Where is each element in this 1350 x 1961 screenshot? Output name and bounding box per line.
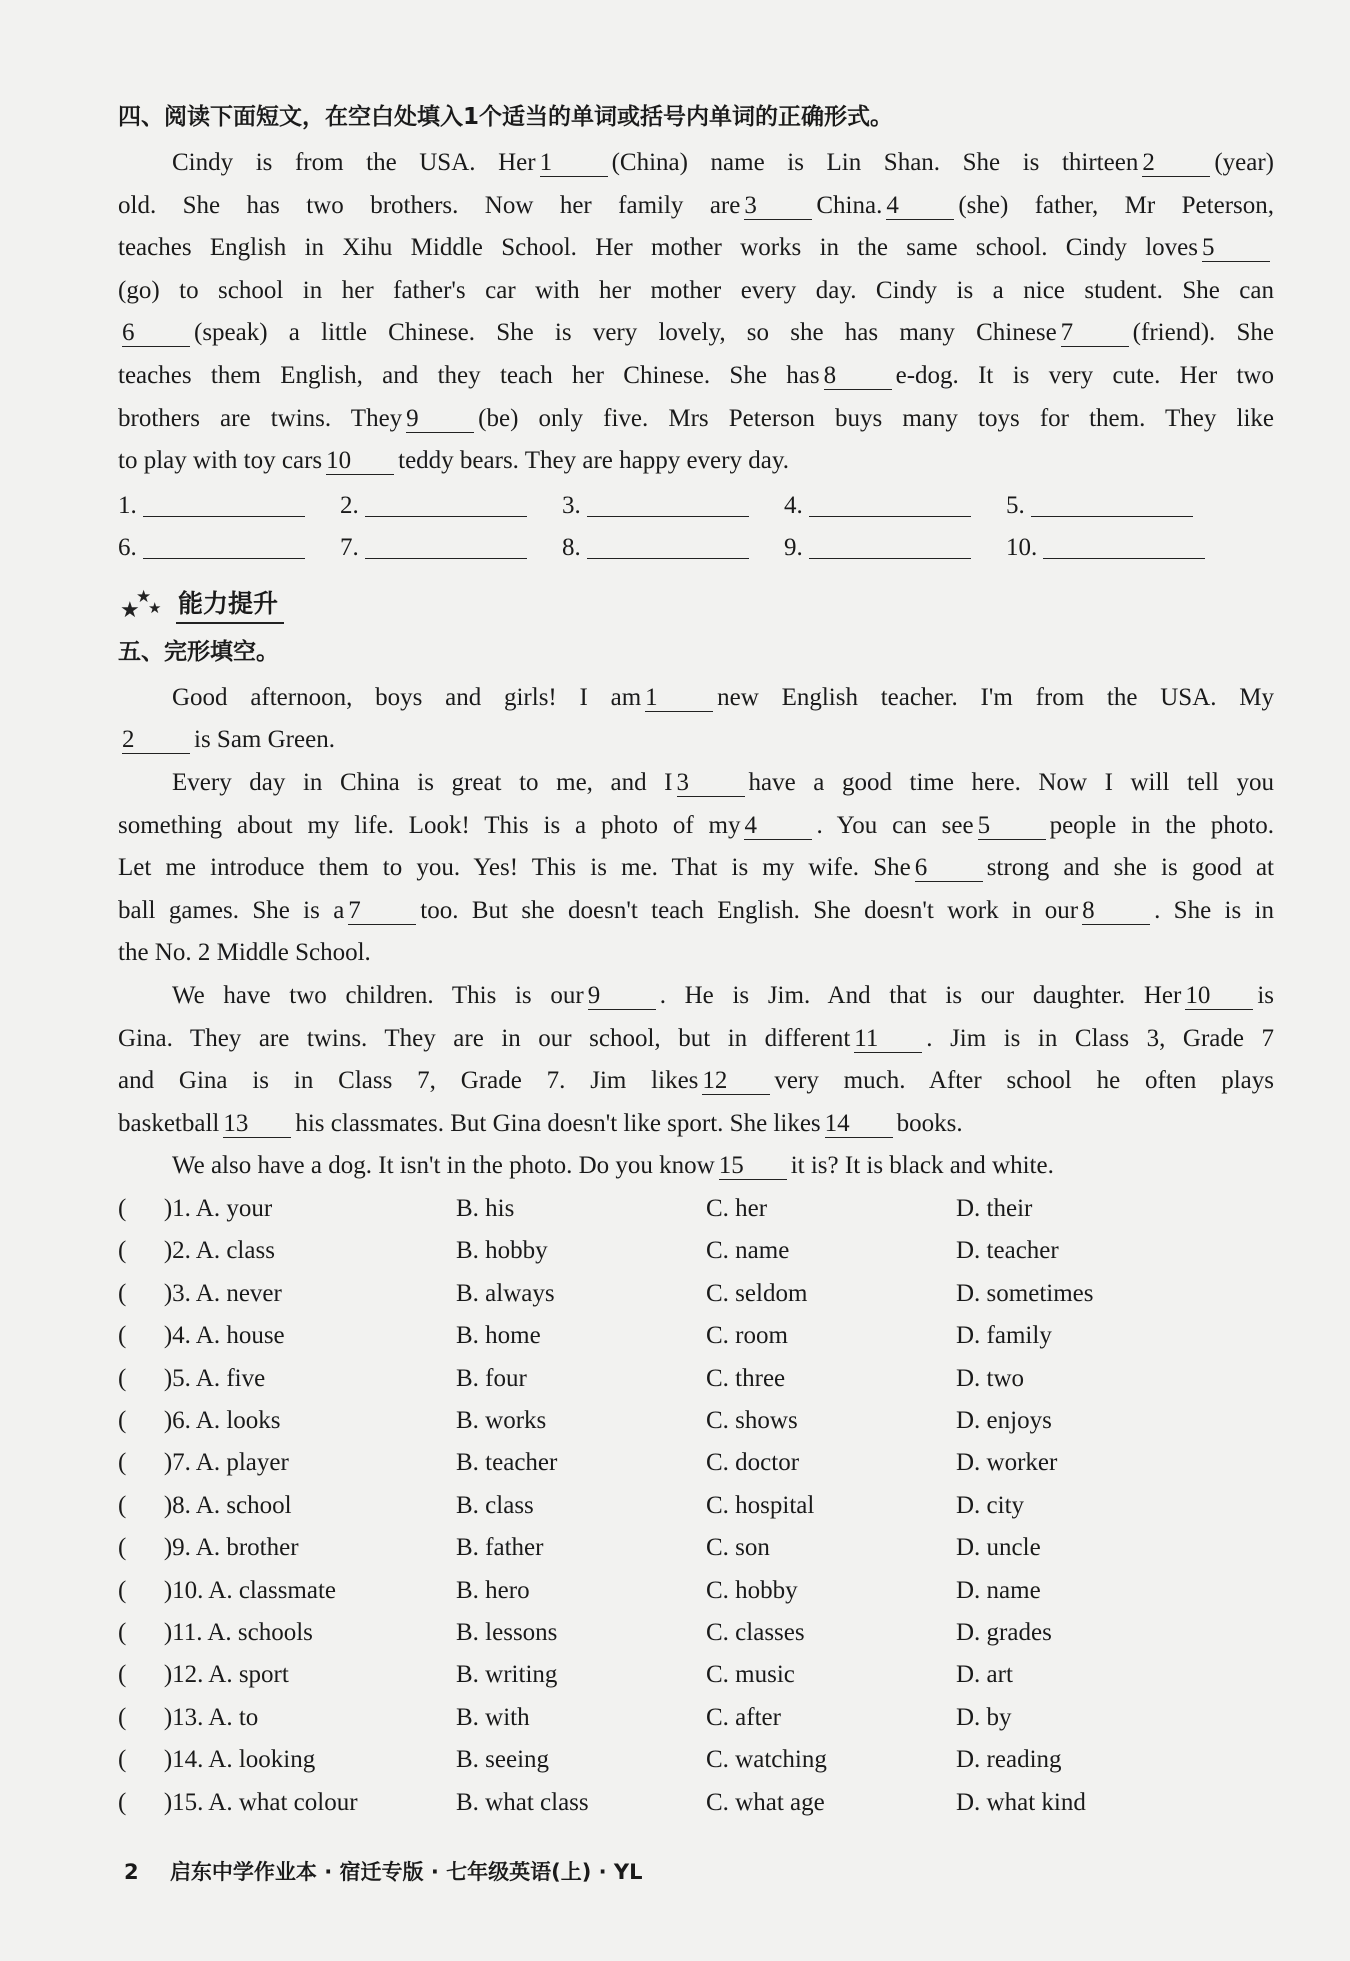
answer-parenthesis[interactable]: ( ) (118, 1661, 173, 1689)
answer-parenthesis[interactable]: ( ) (118, 1194, 173, 1222)
answer-label: 4. (784, 491, 803, 519)
answer-parenthesis[interactable]: ( ) (118, 1576, 173, 1604)
answer-parenthesis[interactable]: ( ) (118, 1703, 173, 1731)
passage-text: teaches them English, and they teach her Chinese. She has (118, 361, 820, 389)
blank-number: 2 (122, 727, 190, 754)
choice-question[interactable] (118, 1485, 456, 1527)
option-c: C. son (706, 1534, 770, 1562)
page-number: 2 (124, 1860, 139, 1884)
answer-line-item (1006, 485, 1228, 527)
option-a: A. looking (203, 1746, 316, 1774)
answer-line-item (1006, 527, 1228, 569)
choice-question[interactable] (118, 1782, 456, 1824)
option-a: A. school (190, 1491, 292, 1519)
question-number: 14. (172, 1746, 204, 1774)
answer-label: 6. (118, 533, 137, 561)
passage-text: (go) to school in her father's car with her mother every day. Cindy is a nice student. She can (118, 276, 1274, 304)
blank-number: 6 (122, 320, 190, 347)
option-c: C. her (706, 1194, 768, 1222)
blank-number: 4 (744, 813, 812, 840)
choice-question[interactable] (118, 1654, 456, 1696)
option-b: B. father (456, 1534, 544, 1562)
choice-question[interactable] (118, 1400, 456, 1442)
answer-blank[interactable] (587, 486, 749, 517)
question-number: 11. (172, 1618, 203, 1646)
answer-parenthesis[interactable]: ( ) (118, 1322, 173, 1350)
passage-text: (be) only five. Mrs Peterson buys many toys for them. They like (478, 404, 1274, 432)
option-b: B. what class (456, 1788, 589, 1816)
passage-text: people in the photo. (1049, 811, 1274, 839)
answer-line-item (340, 485, 562, 527)
option-b: B. his (456, 1194, 515, 1222)
blank-number: 1 (645, 685, 713, 712)
blank-number: 10 (1185, 983, 1253, 1010)
passage-line (118, 312, 1274, 355)
blank-number: 13 (223, 1111, 291, 1138)
option-b: B. lessons (456, 1618, 558, 1646)
book-title: 启东中学作业本 · 宿迁专版 · 七年级英语(上) · YL (169, 1860, 643, 1884)
answer-label: 8. (562, 533, 581, 561)
option-b: B. four (456, 1364, 527, 1392)
passage-line (118, 270, 1274, 313)
passage-text: (China) name is Lin Shan. She is thirteen (611, 149, 1139, 176)
passage-text: (she) father, Mr Peterson, (958, 191, 1274, 219)
choice-row (118, 1697, 1274, 1739)
passage-text: and Gina is in Class 7, Grade 7. Jim likes (118, 1067, 699, 1095)
option-d: D. two (956, 1364, 1025, 1392)
passage-line (118, 1103, 1274, 1146)
option-b: B. teacher (456, 1449, 558, 1477)
answer-line-item (562, 527, 784, 569)
blank-number: 14 (825, 1111, 893, 1138)
passage-text: is (1257, 981, 1274, 1009)
passage-line (118, 142, 1274, 185)
blank-number: 7 (1061, 320, 1129, 347)
choice-row (118, 1358, 1274, 1400)
choice-row (118, 1612, 1274, 1654)
question-number: 1. (172, 1194, 191, 1222)
answer-blank[interactable] (809, 528, 971, 559)
question-number: 10. (172, 1576, 204, 1604)
option-b: B. hobby (456, 1237, 548, 1265)
option-c: C. doctor (706, 1449, 800, 1477)
answer-line-item (784, 527, 1006, 569)
passage-text: . He is Jim. And that is our daughter. Her (659, 981, 1182, 1009)
passage-line (118, 227, 1274, 270)
ability-title: 能力提升 (176, 584, 284, 624)
option-d: D. worker (956, 1449, 1058, 1477)
answer-line-item (784, 485, 1006, 527)
choice-question[interactable] (118, 1697, 456, 1739)
option-c: C. what age (706, 1788, 825, 1816)
passage-text: Good afternoon, boys and girls! I am (172, 683, 642, 711)
option-c: C. room (706, 1322, 788, 1350)
answer-line-item (118, 527, 340, 569)
answer-label: 5. (1006, 491, 1025, 519)
option-d: D. art (956, 1661, 1013, 1689)
answer-parenthesis[interactable]: ( ) (118, 1534, 173, 1562)
answer-label: 7. (340, 533, 359, 561)
blank-number: 9 (406, 406, 474, 433)
blank-number: 3 (677, 770, 745, 797)
answer-parenthesis[interactable]: ( ) (118, 1364, 173, 1392)
passage-text: basketball (118, 1109, 220, 1137)
passage-text: Let me introduce them to you. Yes! This is me. That is my wife. She (118, 854, 911, 882)
section5-heading: 五、完形填空。 (118, 638, 279, 665)
question-number: 5. (172, 1364, 191, 1392)
question-number: 6. (172, 1406, 191, 1434)
option-a: A. five (190, 1364, 266, 1392)
answer-line-item (340, 527, 562, 569)
passage-text: . She is in (1154, 896, 1274, 924)
passage-line (118, 1018, 1274, 1061)
section4-answer-lines (118, 485, 1274, 569)
option-a: A. brother (190, 1534, 299, 1562)
passage-line (118, 890, 1274, 933)
question-number: 7. (172, 1449, 191, 1477)
blank-number: 5 (1202, 235, 1270, 262)
question-number: 13. (172, 1703, 204, 1731)
choice-row (118, 1230, 1274, 1272)
passage-line (118, 805, 1274, 848)
passage-text: too. But she doesn't teach English. She doesn't work in our (420, 896, 1079, 924)
question-number: 9. (172, 1534, 191, 1562)
choice-question[interactable] (118, 1739, 456, 1781)
option-a: A. classmate (203, 1576, 337, 1604)
passage-text: the No. 2 Middle School. (118, 939, 371, 967)
question-number: 2. (172, 1237, 191, 1265)
passage-text: teddy bears. They are happy every day. (398, 447, 789, 475)
stars-icon: ★ ★ ★ (120, 586, 162, 622)
answer-parenthesis[interactable]: ( ) (118, 1788, 173, 1816)
answer-blank[interactable] (1043, 528, 1205, 559)
passage-text: Cindy is from the USA. Her (172, 149, 536, 176)
option-b: B. always (456, 1279, 555, 1307)
choice-row (118, 1315, 1274, 1357)
choice-row (118, 1273, 1274, 1315)
blank-number: 11 (854, 1026, 922, 1053)
passage-line (118, 975, 1274, 1018)
passage-text: his classmates. But Gina doesn't like sport. She likes (295, 1109, 821, 1137)
passage-text: ball games. She is a (118, 896, 345, 924)
option-d: D. enjoys (956, 1406, 1052, 1434)
passage-line (118, 719, 1274, 762)
blank-number: 9 (588, 983, 656, 1010)
answer-line-item (118, 485, 340, 527)
choice-question[interactable] (118, 1570, 456, 1612)
passage-text: something about my life. Look! This is a photo of my (118, 811, 741, 839)
answer-label: 10. (1006, 533, 1038, 561)
question-number: 8. (172, 1491, 191, 1519)
passage-line (118, 932, 1274, 975)
blank-number: 3 (744, 193, 812, 220)
option-d: D. name (956, 1576, 1041, 1604)
section4-passage (118, 142, 1274, 483)
answer-parenthesis[interactable]: ( ) (118, 1237, 173, 1265)
passage-line (118, 355, 1274, 398)
option-d: D. grades (956, 1618, 1052, 1646)
option-c: C. hobby (706, 1576, 798, 1604)
choice-row (118, 1570, 1274, 1612)
option-a: A. sport (203, 1661, 289, 1689)
option-b: B. class (456, 1491, 534, 1519)
option-a: A. looks (190, 1406, 281, 1434)
choice-row (118, 1400, 1274, 1442)
blank-number: 2 (1142, 150, 1210, 177)
option-d: D. family (956, 1322, 1052, 1350)
passage-text: . You can see (816, 811, 974, 839)
answer-blank[interactable] (365, 528, 527, 559)
option-b: B. with (456, 1703, 530, 1731)
passage-line (118, 440, 1274, 483)
passage-text: new English teacher. I'm from the USA. My (717, 683, 1274, 711)
passage-text: Gina. They are twins. They are in our school, but in different (118, 1024, 851, 1052)
passage-text: brothers are twins. They (118, 404, 403, 432)
option-a: A. never (190, 1279, 282, 1307)
option-d: D. teacher (956, 1237, 1059, 1265)
option-d: D. uncle (956, 1534, 1041, 1562)
option-c: C. music (706, 1661, 795, 1689)
answer-parenthesis[interactable]: ( ) (118, 1279, 173, 1307)
option-a: A. schools (202, 1618, 313, 1646)
passage-text: (speak) a little Chinese. She is very lovely, so she has many Chinese (194, 319, 1057, 347)
answer-line-item (562, 485, 784, 527)
passage-text: to play with toy cars (118, 447, 323, 475)
option-d: D. sometimes (956, 1279, 1094, 1307)
option-a: A. player (190, 1449, 289, 1477)
passage-text: very much. After school he often plays (774, 1067, 1274, 1095)
question-number: 3. (172, 1279, 191, 1307)
question-number: 15. (172, 1788, 204, 1816)
option-c: C. shows (706, 1406, 798, 1434)
answer-label: 1. (118, 491, 137, 519)
question-number: 4. (172, 1322, 191, 1350)
answer-parenthesis[interactable]: ( ) (118, 1618, 173, 1646)
option-a: A. your (190, 1194, 273, 1222)
section5-choices (118, 1188, 1274, 1824)
option-b: B. hero (456, 1576, 530, 1604)
option-a: A. to (203, 1703, 259, 1731)
passage-text: e-dog. It is very cute. Her two (895, 361, 1274, 389)
option-b: B. home (456, 1322, 541, 1350)
answer-parenthesis[interactable]: ( ) (118, 1449, 173, 1477)
passage-text: (year) (1214, 149, 1274, 176)
passage-line (118, 762, 1274, 805)
answer-blank[interactable] (143, 528, 305, 559)
option-b: B. works (456, 1406, 547, 1434)
blank-number: 12 (702, 1068, 770, 1095)
blank-number: 6 (915, 855, 983, 882)
blank-number: 4 (886, 193, 954, 220)
passage-text: it is? It is black and white. (790, 1152, 1054, 1180)
passage-text: We have two children. This is our (172, 981, 584, 1009)
option-a: A. what colour (203, 1788, 358, 1816)
passage-line (118, 1060, 1274, 1103)
answer-blank[interactable] (587, 528, 749, 559)
passage-line (118, 847, 1274, 890)
option-c: C. classes (706, 1618, 805, 1646)
blank-number: 15 (719, 1153, 787, 1180)
blank-number: 7 (348, 898, 416, 925)
passage-text: Every day in China is great to me, and I (172, 768, 673, 796)
passage-text: China. (816, 191, 883, 219)
passage-line (118, 185, 1274, 228)
option-a: A. house (190, 1322, 285, 1350)
option-b: B. seeing (456, 1746, 550, 1774)
passage-line (118, 398, 1274, 441)
blank-number: 10 (326, 448, 394, 475)
blank-number: 8 (1082, 898, 1150, 925)
choice-question[interactable] (118, 1230, 456, 1272)
passage-text: books. (896, 1109, 963, 1137)
blank-number: 1 (540, 150, 608, 177)
blank-number: 5 (978, 813, 1046, 840)
option-d: D. reading (956, 1746, 1062, 1774)
passage-text: have a good time here. Now I will tell you (748, 768, 1274, 796)
choice-question[interactable] (118, 1442, 456, 1484)
choice-question[interactable] (118, 1188, 456, 1230)
option-d: D. by (956, 1703, 1012, 1731)
passage-text: . Jim is in Class 3, Grade 7 (926, 1024, 1274, 1052)
option-c: C. watching (706, 1746, 827, 1774)
section5-passage (118, 677, 1274, 1188)
choice-question[interactable] (118, 1527, 456, 1569)
choice-row (118, 1654, 1274, 1696)
answer-blank[interactable] (143, 486, 305, 517)
answer-blank[interactable] (1031, 486, 1193, 517)
option-a: A. class (190, 1237, 275, 1265)
section4-heading: 四、阅读下面短文，在空白处填入1个适当的单词或括号内单词的正确形式。 (118, 104, 894, 130)
option-b: B. writing (456, 1661, 558, 1689)
choice-row (118, 1442, 1274, 1484)
choice-row (118, 1485, 1274, 1527)
option-c: C. seldom (706, 1279, 808, 1307)
passage-text: We also have a dog. It isn't in the photo. Do you know (172, 1152, 715, 1180)
option-d: D. city (956, 1491, 1025, 1519)
answer-label: 2. (340, 491, 359, 519)
passage-text: is Sam Green. (194, 726, 335, 754)
choice-question[interactable] (118, 1612, 456, 1654)
question-number: 12. (172, 1661, 204, 1689)
option-c: C. name (706, 1237, 790, 1265)
passage-text: teaches English in Xihu Middle School. Her mother works in the same school. Cindy loves (118, 234, 1198, 262)
choice-row (118, 1188, 1274, 1230)
answer-blank[interactable] (365, 486, 527, 517)
option-d: D. what kind (956, 1788, 1086, 1816)
choice-row (118, 1782, 1274, 1824)
passage-text: old. She has two brothers. Now her family are (118, 191, 741, 219)
answer-label: 9. (784, 533, 803, 561)
option-c: C. hospital (706, 1491, 815, 1519)
answer-parenthesis[interactable]: ( ) (118, 1406, 173, 1434)
option-d: D. their (956, 1194, 1033, 1222)
choice-question[interactable] (118, 1358, 456, 1400)
answer-parenthesis[interactable]: ( ) (118, 1746, 173, 1774)
choice-question[interactable] (118, 1273, 456, 1315)
option-c: C. three (706, 1364, 786, 1392)
page-footer (124, 1856, 643, 1886)
blank-number: 8 (824, 363, 892, 390)
passage-text: strong and she is good at (986, 854, 1275, 882)
option-c: C. after (706, 1703, 781, 1731)
passage-line (118, 1145, 1274, 1188)
answer-parenthesis[interactable]: ( ) (118, 1491, 173, 1519)
passage-line (118, 677, 1274, 720)
choice-row (118, 1739, 1274, 1781)
answer-blank[interactable] (809, 486, 971, 517)
ability-banner (118, 583, 1274, 625)
passage-text: (friend). She (1132, 319, 1274, 347)
answer-label: 3. (562, 491, 581, 519)
choice-row (118, 1527, 1274, 1569)
choice-question[interactable] (118, 1315, 456, 1357)
